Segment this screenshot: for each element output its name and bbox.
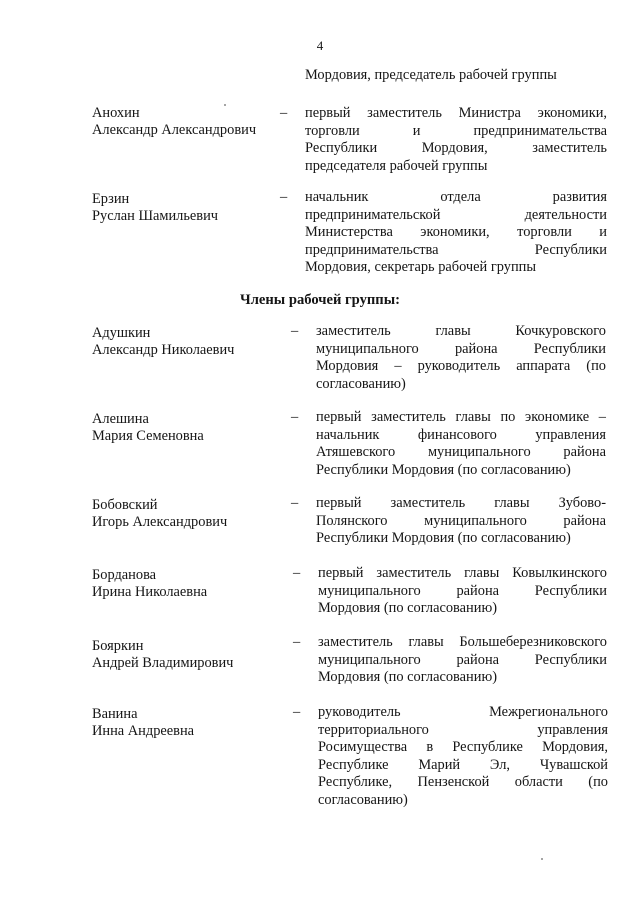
dash-separator: – [291,409,299,425]
person-surname: Бояркин [92,638,144,654]
role-line: Мордовия (по согласованию) [318,600,497,617]
dash-separator: – [293,565,301,581]
role-line: Мордовия – руководитель аппарата (по [316,358,606,375]
person-name [92,706,194,740]
person-given-names: Игорь Александрович [92,514,228,530]
role-line: согласованию) [318,791,408,808]
role-line: муниципального района Республики [318,582,607,599]
role-line: Республике Марий Эл, Чувашской [318,756,608,773]
role-line: Республики Мордовия (по согласованию) [316,530,571,547]
role-line: территориального управления [318,721,608,738]
person-given-names: Ирина Николаевна [92,584,208,600]
role-line: первый заместитель Министра экономики, [305,105,607,121]
person-given-names: Мария Семеновна [92,428,204,444]
page-number: 4 [316,38,324,53]
role-line: Атяшевского муниципального района [316,444,606,461]
role-line: муниципального района Республики [318,651,607,668]
role-line: первый заместитель главы Зубово- [316,495,606,511]
role-description [316,409,606,479]
role-description [318,634,607,687]
person-surname: Анохин [92,105,140,121]
person-given-names: Андрей Владимирович [92,655,234,671]
scan-speck [224,104,226,106]
members-heading: Члены рабочей группы: [240,292,400,308]
role-line: первый заместитель главы Ковылкинского [318,565,607,581]
person-name [92,191,218,225]
person-name [92,497,227,531]
person-name [92,638,233,672]
person-given-names: Инна Андреевна [92,723,195,739]
role-description [318,704,608,810]
role-line: Министерства экономики, торговли и [305,224,607,241]
scan-speck [541,858,543,860]
role-line: муниципального района Республики [316,340,606,357]
dash-separator: – [280,105,288,121]
role-description [316,323,606,393]
dash-separator: – [293,634,301,650]
role-description [316,495,606,548]
role-line: Республики Мордовия (по согласованию) [316,461,571,478]
person-name [92,567,207,601]
continued-description: Мордовия, председатель рабочей группы [305,67,557,83]
role-line: Росимущества в Республике Мордовия, [318,739,608,756]
role-line: начальник финансового управления [316,426,606,443]
role-line: Республики Мордовия, заместитель [305,140,607,157]
role-line: Республике, Пензенской области (по [318,774,608,791]
person-surname: Борданова [92,567,157,583]
person-surname: Ванина [92,706,138,722]
role-line: согласованию) [316,375,406,392]
person-surname: Ерзин [92,191,130,207]
role-line: Мордовия, секретарь рабочей группы [305,259,537,276]
person-surname: Адушкин [92,325,151,341]
role-description [305,105,607,175]
person-given-names: Александр Николаевич [92,342,235,358]
role-line: заместитель главы Кочкуровского [316,323,606,339]
dash-separator: – [280,189,288,205]
role-line: предпринимательства Республики [305,241,607,258]
person-surname: Алешина [92,411,149,427]
role-description [318,565,607,618]
role-line: предпринимательской деятельности [305,206,607,223]
person-name [92,105,256,139]
person-given-names: Александр Александрович [92,122,257,138]
role-description [305,189,607,277]
role-line: начальник отдела развития [305,189,607,205]
role-line: руководитель Межрегионального [318,704,608,720]
person-name [92,411,204,445]
person-name [92,325,234,359]
role-line: Мордовия (по согласованию) [318,669,497,686]
role-line: Полянского муниципального района [316,512,606,529]
role-line: заместитель главы Большеберезниковского [318,634,607,650]
role-line: торговли и предпринимательства [305,122,607,139]
dash-separator: – [291,495,299,511]
person-given-names: Руслан Шамильевич [92,208,219,224]
dash-separator: – [291,323,299,339]
role-line: председателя рабочей группы [305,157,488,174]
dash-separator: – [293,704,301,720]
person-surname: Бобовский [92,497,158,513]
role-line: первый заместитель главы по экономике – [316,409,606,425]
